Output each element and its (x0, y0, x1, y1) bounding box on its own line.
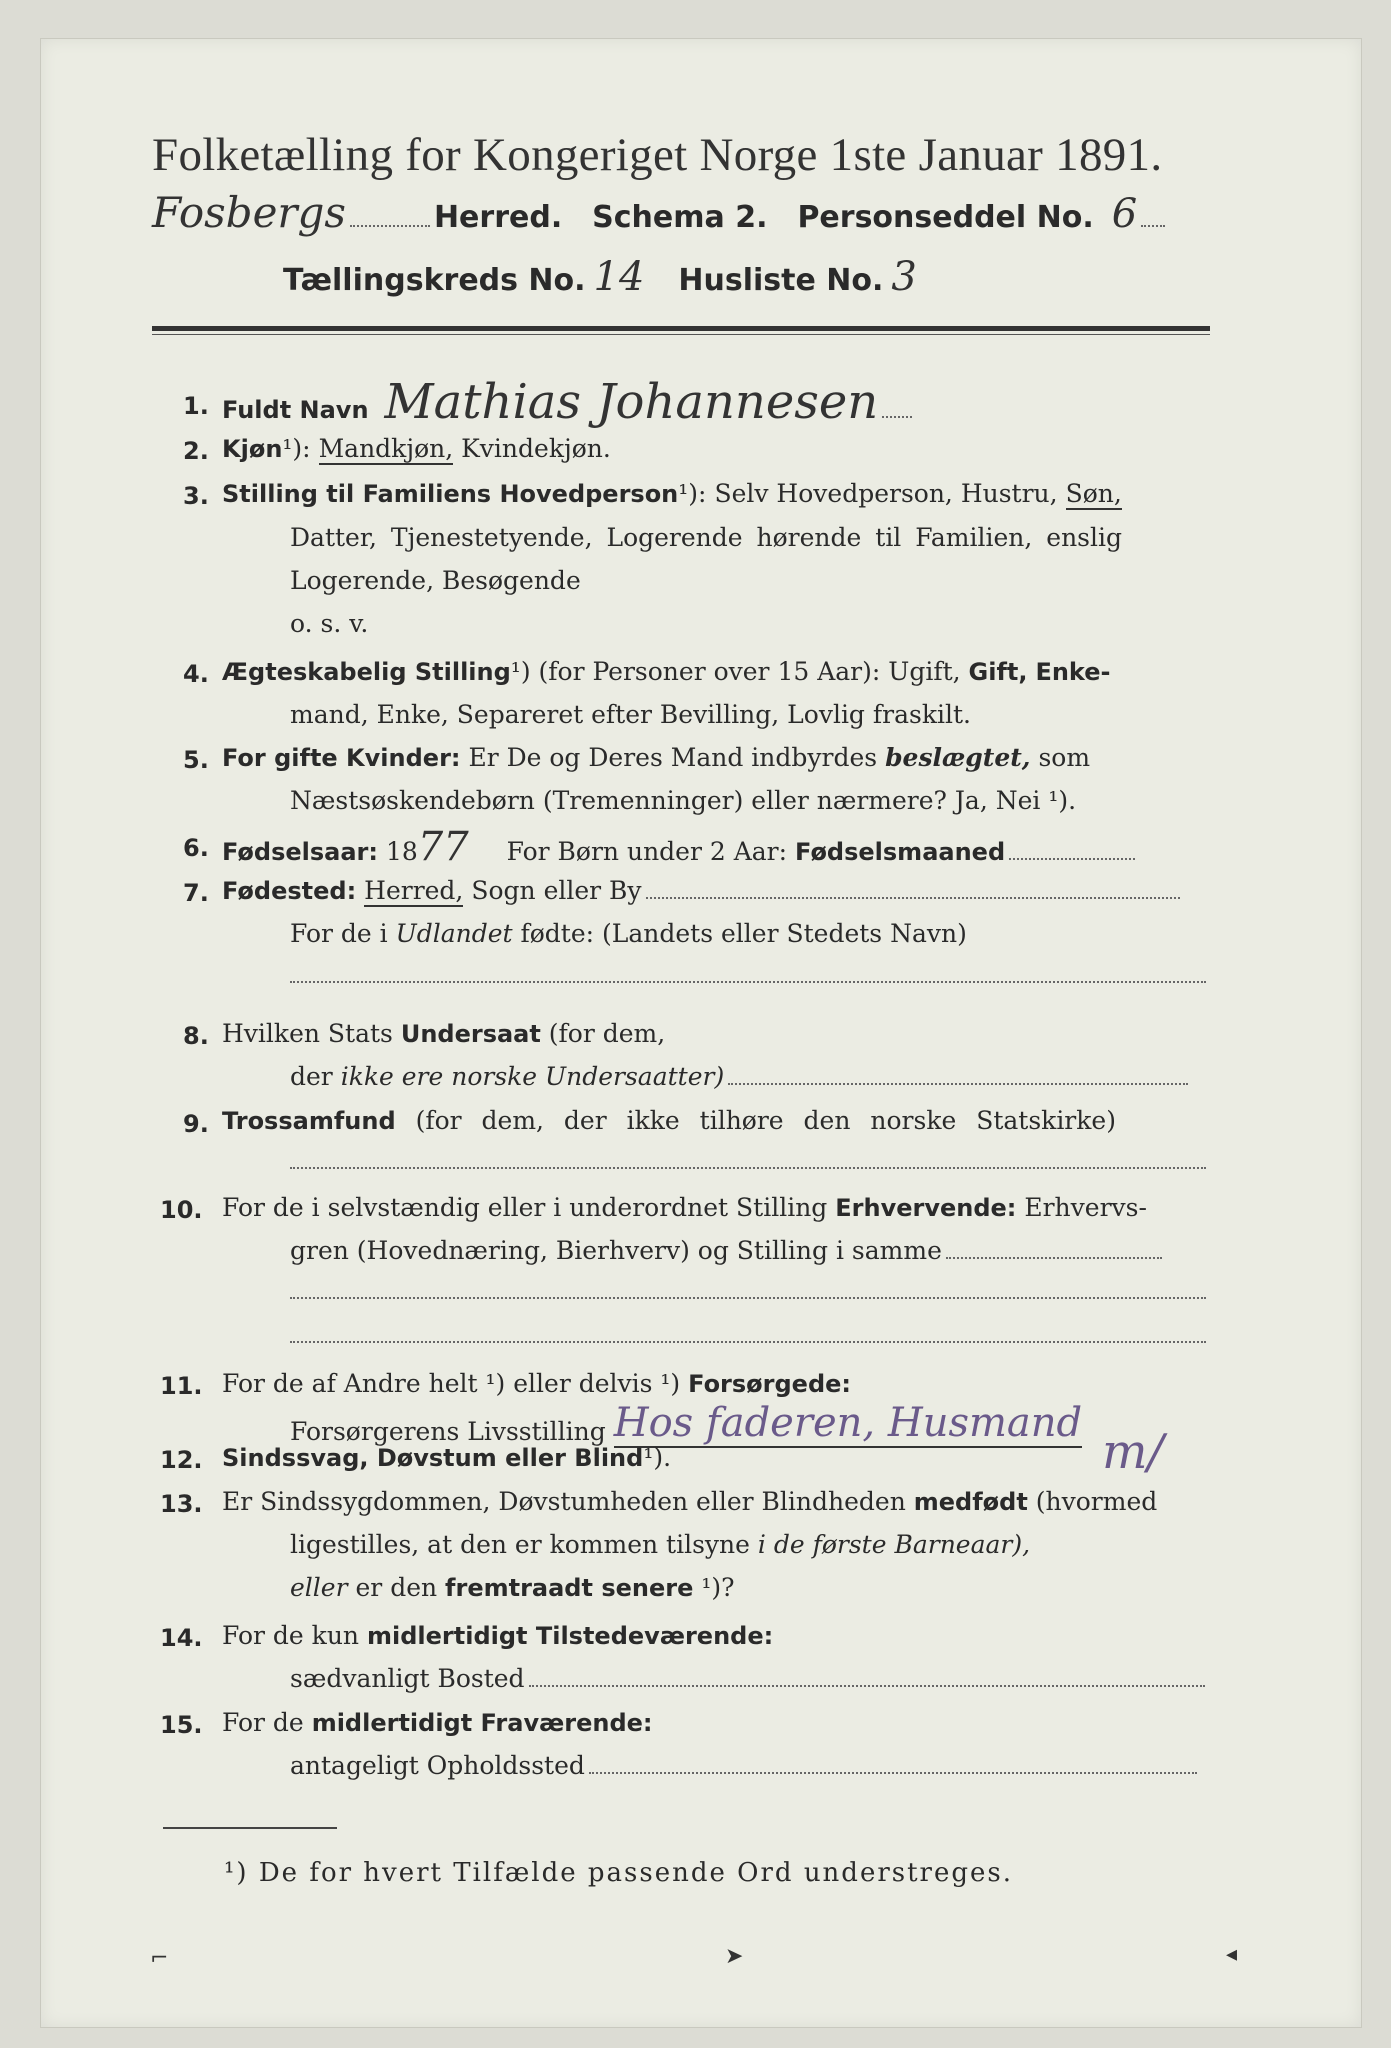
q6-label2: Fødselsmaaned (795, 838, 1006, 866)
q11-text2: Forsørgerens Livsstilling (290, 1417, 606, 1446)
q8-line-1 (222, 1019, 665, 1048)
q2-line (222, 434, 611, 463)
q11-line-1 (222, 1369, 851, 1398)
q7-herred-underlined: Herred, (364, 876, 464, 905)
q9-number: 9. (183, 1110, 209, 1138)
q9-label: Trossamfund (222, 1107, 396, 1135)
footnote-rule (163, 1827, 337, 1829)
q10-text2: gren (Hovednæring, Bierhverv) og Stilling i samme (290, 1236, 942, 1265)
q1-number: 1. (183, 392, 209, 420)
q13-text3b: ¹)? (701, 1573, 735, 1602)
q7-number: 7. (183, 879, 209, 907)
q5-som: som (1038, 743, 1091, 772)
q13-line-1 (222, 1487, 1157, 1516)
q10-label: Erhvervende: (835, 1194, 1017, 1222)
q14-line-1 (222, 1621, 773, 1650)
q4-line-1 (222, 657, 1111, 686)
q1-name-handwritten: Mathias Johannesen (384, 374, 879, 430)
q12-label: Sindssvag, Døvstum eller Blind (222, 1444, 644, 1472)
q13-text2a: ligestilles, at den er kommen tilsyne (290, 1530, 750, 1559)
q8-text1a: Hvilken Stats (222, 1019, 393, 1048)
q4-number: 4. (183, 660, 209, 688)
q2-label: Kjøn (222, 435, 283, 463)
q4-enke: Enke- (1035, 658, 1111, 686)
q15-line-2 (290, 1751, 1201, 1780)
q9-text: (for dem, der ikke tilhøre den norske Statskirke) (415, 1106, 1116, 1135)
husliste-value: 3 (891, 254, 917, 300)
q13-fremtraadt: fremtraadt senere (445, 1574, 694, 1602)
q4-gift: Gift, (968, 658, 1028, 686)
footnote: ¹) De for hvert Tilfælde passende Ord understreges. (224, 1858, 1014, 1888)
q7-blank-line (290, 960, 1206, 989)
q4-text1: ¹) (for Personer over 15 Aar): Ugift, (510, 657, 961, 686)
q13-number: 13. (160, 1490, 203, 1518)
q6-label: Fødselsaar: (222, 838, 378, 866)
q7-text2b: fødte: (Landets eller Stedets Navn) (520, 919, 967, 948)
q10-line-2 (290, 1236, 1166, 1265)
q10-line-1 (222, 1193, 1147, 1222)
q3-line-2: Datter, Tjenestetyende, Logerende hørende til Familien, enslig (290, 523, 1123, 552)
q5-label: For gifte Kvinder: (222, 744, 461, 772)
personseddel-label: Personseddel No. (797, 200, 1094, 235)
q14-label: midlertidigt Tilstedeværende: (366, 1622, 774, 1650)
q4-line-2: mand, Enke, Separeret efter Bevilling, Lovlig fraskilt. (290, 700, 971, 729)
q2-mandkjon-underlined: Mandkjøn, (318, 434, 454, 463)
q7-line-2 (290, 919, 967, 948)
corner-mark-left: ⌐ (150, 1946, 169, 1971)
q10-blank-line-2 (290, 1320, 1206, 1349)
herred-label: Herred. (433, 200, 563, 235)
herred-line (152, 188, 1169, 237)
q9-blank-line (290, 1146, 1206, 1175)
schema-label: Schema 2. (592, 200, 768, 235)
q8-line-2 (290, 1062, 1192, 1091)
personseddel-value: 6 (1111, 191, 1138, 237)
q10-text1b: Erhvervs- (1024, 1193, 1147, 1222)
q12-number: 12. (160, 1446, 203, 1474)
q10-number: 10. (160, 1196, 203, 1224)
q13-line-2 (290, 1530, 1030, 1559)
q6-text: For Børn under 2 Aar: (506, 837, 788, 866)
q1-label: Fuldt Navn (222, 396, 369, 424)
q5-line-2: Næstsøskendebørn (Tremenninger) eller nærmere? Ja, Nei ¹). (290, 786, 1077, 815)
q6-number: 6. (183, 834, 209, 862)
q7-text2a: For de i (290, 919, 388, 948)
q5-number: 5. (183, 746, 209, 774)
q5-line-1 (222, 743, 1090, 772)
q7-label: Fødested: (222, 877, 357, 905)
q8-text1b: (for dem, (548, 1019, 666, 1048)
q13-text1: Er Sindssygdommen, Døvstumheden eller Blindheden (222, 1487, 906, 1516)
q9-line (222, 1106, 1116, 1135)
q6-year-handwritten: 77 (417, 824, 469, 870)
q3-line-4: o. s. v. (290, 609, 369, 638)
q5-text1: Er De og Deres Mand indbyrdes (468, 743, 878, 772)
form-title: Folketælling for Kongeriget Norge 1ste Januar 1891. (152, 129, 1163, 181)
q13-line-3 (290, 1573, 735, 1602)
husliste-label: Husliste No. (678, 263, 884, 298)
q8-number: 8. (183, 1022, 209, 1050)
q1-line (222, 374, 916, 430)
q10-text1a: For de i selvstændig eller i underordnet Stilling (222, 1193, 828, 1222)
q6-prefix: 18 (385, 837, 418, 866)
q15-line-1 (222, 1708, 653, 1737)
q12-sup: ¹). (643, 1443, 672, 1472)
q15-label: midlertidigt Fraværende: (311, 1709, 653, 1737)
q11-label: Forsørgede: (688, 1370, 852, 1398)
q13-eller: eller (290, 1573, 348, 1602)
q3-sup: ¹): (678, 479, 707, 508)
herred-handwritten: Fosbergs (152, 188, 346, 237)
q2-number: 2. (183, 437, 209, 465)
q15-number: 15. (160, 1711, 203, 1739)
q14-text2: sædvanligt Bosted (290, 1664, 525, 1693)
q13-hvormed: (hvormed (1035, 1487, 1158, 1516)
q10-blank-line-1 (290, 1276, 1206, 1305)
q13-medfodt: medfødt (913, 1488, 1028, 1516)
q4-label: Ægteskabelig Stilling (222, 658, 511, 686)
q14-text1a: For de kun (222, 1621, 360, 1650)
kreds-value: 14 (593, 254, 645, 300)
q6-line (222, 824, 1139, 870)
q7-text1: Sogn eller By (471, 876, 642, 905)
q13-text3a: er den (355, 1573, 438, 1602)
q7-udlandet: Udlandet (395, 919, 513, 948)
q2-sup: ¹): (282, 434, 311, 463)
q3-line-3: Logerende, Besøgende (290, 566, 581, 595)
q11-provider-handwritten: Hos faderen, Husmand (613, 1400, 1083, 1446)
q13-handwritten-mark: m/ (1102, 1424, 1164, 1480)
q11-text1: For de af Andre helt ¹) eller delvis ¹) (222, 1369, 681, 1398)
header-rule (152, 326, 1210, 331)
q14-number: 14. (160, 1624, 203, 1652)
q13-italic: i de første Barneaar), (757, 1530, 1031, 1559)
q15-text2: antageligt Opholdssted (290, 1751, 585, 1780)
q8-label: Undersaat (400, 1020, 541, 1048)
q7-line-1 (222, 876, 1184, 905)
q3-number: 3. (183, 482, 209, 510)
q3-label: Stilling til Familiens Hovedperson (222, 480, 679, 508)
q15-text1a: For de (222, 1708, 304, 1737)
header-rule-thin (152, 334, 1210, 335)
q3-text1: Selv Hovedperson, Hustru, (714, 479, 1058, 508)
q5-beslaegtet: beslægtet, (885, 743, 1031, 772)
corner-mark-center: ➤ (725, 1944, 744, 1969)
corner-mark-right: ◂ (1226, 1942, 1238, 1967)
q11-number: 11. (160, 1372, 203, 1400)
kreds-line (283, 254, 917, 300)
q14-line-2 (290, 1664, 1209, 1693)
q3-line-1 (222, 479, 1122, 508)
kreds-label: Tællingskreds No. (283, 263, 586, 298)
q2-kvindekjon: Kvindekjøn. (461, 434, 611, 463)
q11-line-2 (290, 1400, 1082, 1446)
q3-son-underlined: Søn, (1065, 479, 1122, 508)
q12-line (222, 1443, 671, 1472)
q8-text2a: der (290, 1062, 333, 1091)
q8-text2b: ikke ere norske Undersaatter) (340, 1062, 725, 1091)
